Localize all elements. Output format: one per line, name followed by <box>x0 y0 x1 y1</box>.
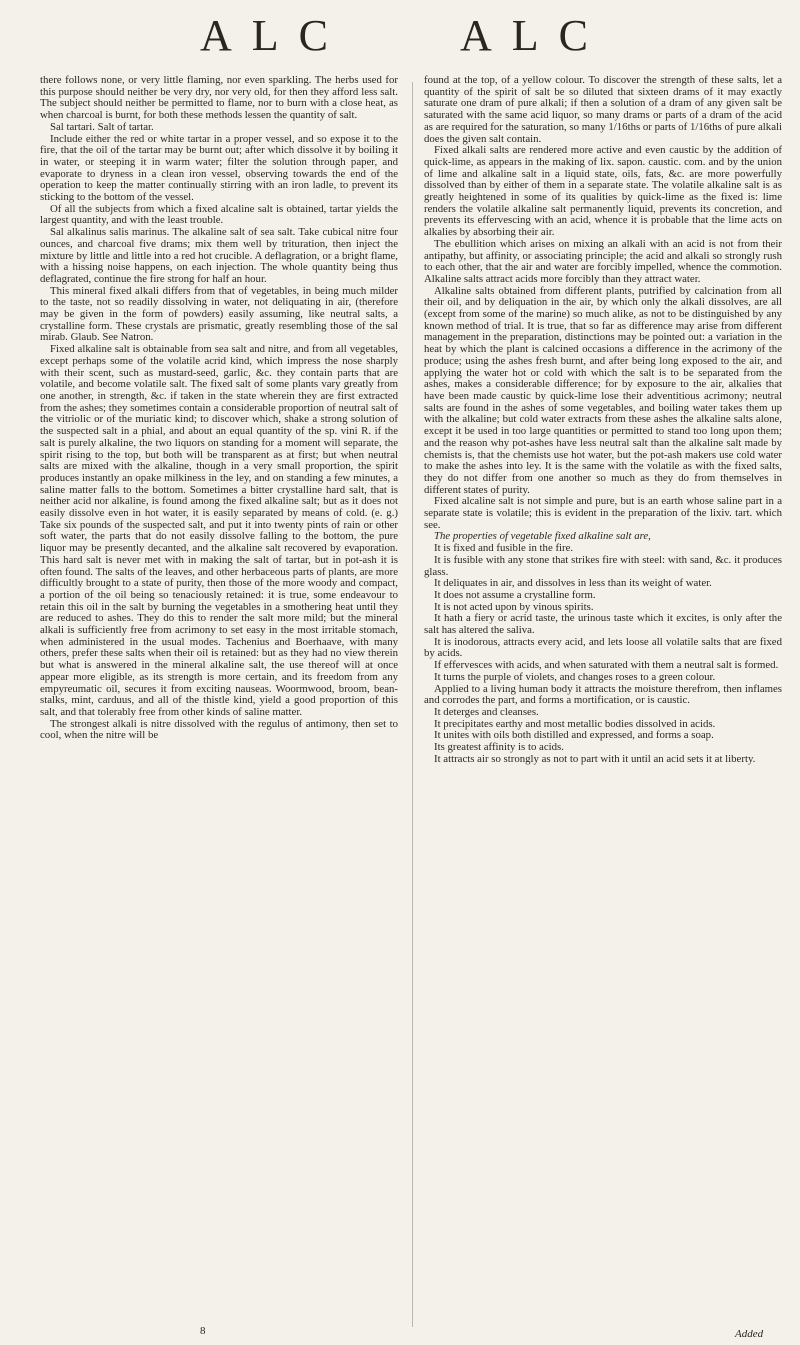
column-divider <box>412 82 413 1327</box>
paragraph: It is not acted upon by vinous spirits. <box>434 600 594 613</box>
paragraph: It turns the purple of violets, and changes roses to a green colour. <box>434 670 716 683</box>
paragraph: found at the top, of a yellow colour. To discover the strength of these salts, let a quantity of the spirit of salt be so diluted that sixteen drams of it may exactly saturate one dram of pure alkali; if then a solution of a dram of any given salt be saturated with the same acid liquor, so many drams or parts of a dram of the acid as are required for the saturation, so many 1/16ths or parts of 1/16ths of pure alkali does the given salt contain. <box>424 74 782 145</box>
paragraph: This mineral fixed alkali differs from that of vegetables, in being much milder to the taste, not so readily dissolving in water, not deliquating in air, (therefore may be given in the form of powders) easily assuming, like neutral salts, a crystalline form. These crystals are prismatic, greatly resembling those of the sal mirab. Glaub. See Natron. <box>40 284 398 344</box>
paragraph-italic-heading: The properties of vegetable fixed alkaline salt are, <box>434 530 651 543</box>
left-column <box>40 75 398 742</box>
paragraph: Fixed alkaline salt is obtainable from sea salt and nitre, and from all vegetables, except perhaps some of the volatile acrid kind, which impress the nose sharply with their scent, such as mustard-seed, garlic, &c. they contain parts that are volatile, and become volatile salt. The fixed salt of some plants vary greatly from one another, in strength, &c. if taken in the state wherein they are first extracted from the ashes; they sometimes contain a considerable proportion of neutral salt of the vitriolic or of the muriatic kind; to discover which, shake a strong solution of the suspected salt in a phial, and about an equal quantity of the sp. vini R. if the salt is purely alkaline, the two liquors on standing for a moment will separate, the spirit rising to the top, but both will be transparent as at first; but when neutral salts are mixed with the alkaline, though in a very small proportion, the spirit produces instantly an opake milkiness in the ley, and on standing a few minutes, a saline matter falls to the bottom. Sometimes a bitter crystalline hard salt, that is neither acid nor alkaline, is found among the fixed alkaline salt; but as it does not easily dissolve even in hot water, it is easily separated by means of cold. (e. g.) Take six pounds of the suspected salt, and put it into twenty pints of rain or other soft water, the parts that do not easily dissolve falling to the bottom, the pure liquor may be presently decanted, and the alkaline salt recovered by evaporation. This hard salt is never met with in making the salt of tartar, but in pot-ash it is often found. The salts of the leaves, and other herbaceous parts of plants, are more difficultly brought to a state of purity, then those of the more woody and compact, a portion of the oil being so tenaciously retained: it is true, some endeavour to retain this oil in the salt by burning the vegetables in a smothering heat until they are reduced to ashes. They do this to render the salt more mild; but the mineral alkali is sufficiently free from acrimony to set easy in the most irritable stomach, when administered in the usual modes. Tachenius and Boerhaave, with many others, prefer these salts when their oil is retained: but as they had no view therein but what is answered in the mineral alkaline salt, the use thereof will at once appear more eligible, as its strength is more certain, and its freedom from any empyreumatic oil, secures it from exciting nauseas. Woormwood, broom, bean-stalks, mint, carduus, and all of the thistle kind, yield a good proportion of this salt, and that tolerably free from other kinds of saline matter. <box>40 343 398 718</box>
paragraph: It is fixed and fusible in the fire. <box>434 542 574 555</box>
running-head-left: ALC <box>200 11 348 60</box>
paragraph: It unites with oils both distilled and expressed, and forms a soap. <box>434 729 714 742</box>
paragraph: Sal tartari. Salt of tartar. <box>50 120 154 133</box>
paragraph: Applied to a living human body it attracts the moisture therefrom, then inflames and corrodes the part, and forms a mortification, or is caustic. <box>424 682 782 707</box>
catchword: Added <box>735 1328 764 1340</box>
paragraph: It hath a fiery or acrid taste, the urinous taste which it excites, is only after the salt has altered the saliva. <box>424 612 782 637</box>
paragraph: The strongest alkali is nitre dissolved with the regulus of antimony, then set to cool, when the nitre will be <box>40 717 398 742</box>
paragraph: Of all the subjects from which a fixed alcaline salt is obtained, tartar yields the largest quantity, and with the least trouble. <box>40 202 398 227</box>
paragraph: It deterges and cleanses. <box>434 705 539 718</box>
paragraph: It is inodorous, attracts every acid, and lets loose all volatile salts that are fixed by acids. <box>424 635 782 660</box>
paragraph: It deliquates in air, and dissolves in less than its weight of water. <box>434 577 712 590</box>
paragraph: If effervesces with acids, and when saturated with them a neutral salt is formed. <box>434 659 779 672</box>
paragraph: Its greatest affinity is to acids. <box>434 741 564 754</box>
paragraph: Fixed alcaline salt is not simple and pure, but is an earth whose saline part in a separate state is volatile; this is evident in the preparation of the lixiv. tart. which see. <box>424 495 782 531</box>
paragraph: It precipitates earthy and most metallic bodies dissolved in acids. <box>434 717 716 730</box>
paragraph: It is fusible with any stone that strikes fire with steel: with sand, &c. it produces glass. <box>424 553 782 578</box>
paragraph: Include either the red or white tartar in a proper vessel, and so expose it to the fire, that the oil of the tartar may be burnt out; after which dissolve it by boiling it in water, or steeping it in warm water; filter the solution through paper, and evaporate to dryness in a clean iron vessel, observing towards the end of the operation to keep the matter continually stirring with an iron ladle, to prevent its sticking to the bottom of the vessel. <box>40 132 398 204</box>
paragraph: there follows none, or very little flaming, nor even sparkling. The herbs used for this purpose should neither be very dry, nor very old, for then they afford less salt. The subject should neither be permitted to flame, nor to burn with a close heat, as when charcoal is burnt, for both these methods lessen the quantity of salt. <box>40 74 398 122</box>
paragraph: The ebullition which arises on mixing an alkali with an acid is not from their antipathy, but affinity, or associating principle; the acid and alkali so strongly rush to each other, that the air and water are forcibly impelled, whence the commotion. Alkaline salts attract acids more forcibly than they attract water. <box>424 237 782 285</box>
right-column <box>424 75 782 765</box>
paragraph: Fixed alkali salts are rendered more active and even caustic by the addition of quick-lime, as appears in the making of lix. sapon. caustic. com. and by the union of lime and alkaline salt in a liquid state, oils, fats, &c. are more powerfully dissolved than by either of them in a separate state. The volatile alkaline salt is as greatly heightened in some of its qualities by quick-lime as the fixed is: lime renders the volatile alkaline salt permanently liquid, prevents its concretion, and prevents its effervescing with an acid, whence it is probable that the lime acts on alkalies by absorbing their air. <box>424 144 782 239</box>
page-number: 8 <box>200 1325 206 1337</box>
paragraph: It attracts air so strongly as not to part with it until an acid sets it at liberty. <box>434 752 756 765</box>
running-head-right: ALC <box>460 11 608 60</box>
paragraph: Sal alkalinus salis marinus. The alkaline salt of sea salt. Take cubical nitre four ounces, and charcoal five drams; mix them well by trituration, then inject the mixture by little and little into a red hot crucible. A deflagration, or a bright flame, with a hissing noise happens, on each injection. The whole quantity being thus deflagrated, continue the fire strong for half an hour. <box>40 226 398 285</box>
page-header <box>0 6 800 66</box>
paragraph: Alkaline salts obtained from different plants, putrified by calcination from all their oil, and by deliquation in the air, by which only the alkali dissolves, are all (except from some of the marine) so much alike, as not to be distinguished by any known method of trial. It is true, that so far as difference may arise from different management in the preparation, distinctions may be pointed out: a variation in the heat by which the plant is calcined occasions a difference in the acrimony of the produce; using the ashes fresh burnt, and after being long exposed to the air, and applying the water hot or cold with which the salt is to be separated from the ashes, makes a considerable difference; for by exposure to the air, alkalies that have been made caustic by quick-lime lose their adventitious acrimony; neutral salts are found in the ashes of some vegetables, and boiling water takes them up with the alkaline; but cold water extracts from these ashes the alkaline salts alone, except it be used in too large quantities or permitted to stand too long upon them; and the reason why pot-ashes have less neutral salt than the alkaline salt made by chemists is, that the chemists use hot water, but the pot-ash makers use cold water to make the ashes into ley. It is the same with the volatile as with the fixed salts, they do not differ from one another so much as they do from themselves in different states of purity. <box>424 284 782 496</box>
paragraph: It does not assume a crystalline form. <box>434 588 596 601</box>
